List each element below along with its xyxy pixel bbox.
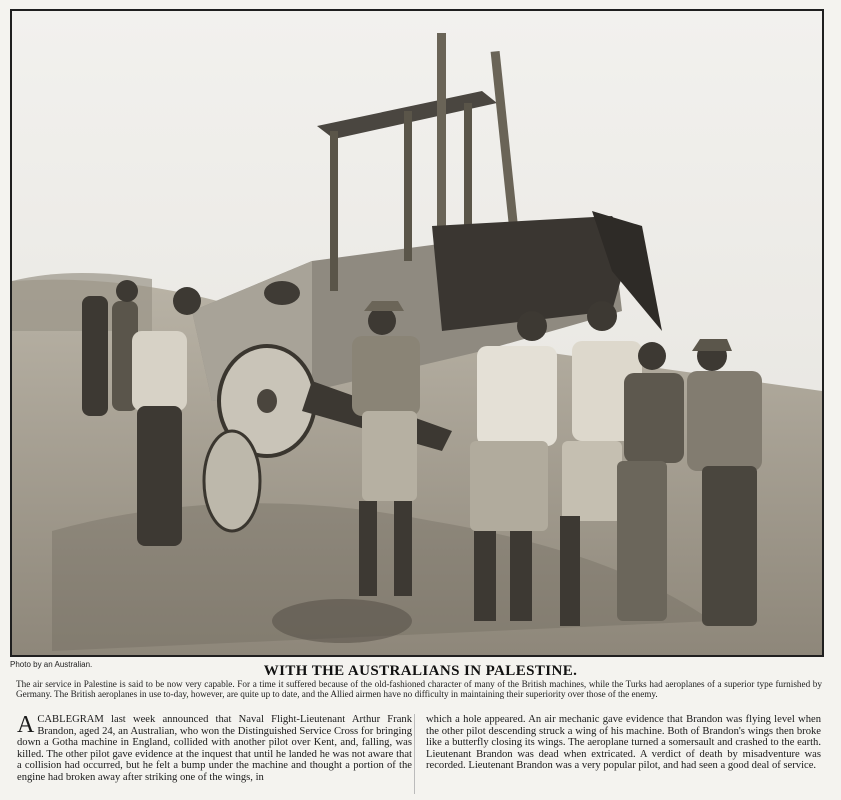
column-left-text: CABLEGRAM last week announced that Naval Flight-Lieutenant Arthur Frank Brandon, aged 24, an Australian, who won the Distinguished Service Cross for bringing down a Gotha machine in England, collided with another pilot over Kent, and, falling, was killed. The other pilot gave evidence at the inquest that until he landed he was not aware that a collision had occurred, but he felt a bump under the machine and thought a portion of the engine had broken away after striking one of the wings, in — [17, 714, 412, 783]
article-column-left — [17, 714, 412, 784]
column-divider — [414, 714, 415, 794]
photograph — [10, 9, 824, 657]
biplane-photo-illustration — [12, 11, 822, 655]
photo-caption: The air service in Palestine is said to be now very capable. For a time it suffered because of the old-fashioned character of many of the British machines, while the Turks had aeroplanes of a superior type furnished by Germany. The British aeroplanes in use to-day, however, are quite up to date, and the Allied airmen have no difficulty in maintaining their superiority over those of the enemy. — [16, 679, 822, 699]
drop-cap: A — [17, 712, 35, 738]
photo-credit: Photo by an Australian. — [10, 660, 93, 669]
headline: WITH THE AUSTRALIANS IN PALESTINE. — [263, 663, 578, 679]
article-column-right: which a hole appeared. An air mechanic gave evidence that Brandon was flying level when the other pilot descending struck a wing of his machine. Both of Brandon's wings then broke like a butterfly closing its wings. The aeroplane turned a somersault and crashed to the earth. Lieutenant Brandon was dead when extricated. A verdict of death by misadventure was recorded. Lieutenant Brandon was a very popular pilot, and had seen a good deal of service. — [426, 714, 821, 772]
